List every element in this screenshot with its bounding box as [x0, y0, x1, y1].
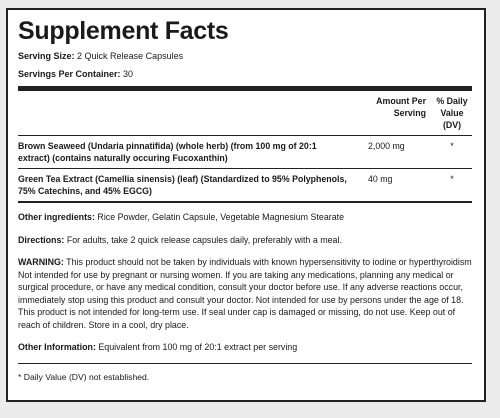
- warning: [18, 256, 472, 331]
- table-row: [18, 169, 472, 202]
- ingredient-dv: *: [432, 136, 472, 169]
- table-row: [18, 136, 472, 169]
- serving-size: [18, 50, 472, 62]
- servings-per-container-value: 30: [123, 69, 134, 79]
- other-information-label: Other Information:: [18, 342, 96, 352]
- table-bottom-divider: [18, 201, 472, 203]
- ingredient-amount: 2,000 mg: [368, 136, 432, 169]
- other-information-value: Equivalent from 100 mg of 20:1 extract per serving: [98, 342, 298, 352]
- ingredient-name: Green Tea Extract (Camellia sinensis) (leaf) (Standardized to 95% Polyphenols, 75% Catechins, and 45% EGCG): [18, 169, 368, 202]
- servings-per-container: [18, 68, 472, 80]
- supplement-facts-panel: [6, 8, 486, 402]
- other-information: [18, 341, 472, 354]
- serving-size-label: Serving Size:: [18, 51, 75, 61]
- serving-size-value: 2 Quick Release Capsules: [77, 51, 184, 61]
- other-ingredients-value: Rice Powder, Gelatin Capsule, Vegetable Magnesium Stearate: [97, 212, 345, 222]
- ingredient-name: Brown Seaweed (Undaria pinnatifida) (whole herb) (from 100 mg of 20:1 extract) (contains naturally occuring Fucoxanthin): [18, 136, 368, 169]
- directions: [18, 234, 472, 247]
- warning-label: WARNING:: [18, 257, 64, 267]
- amount-header: Amount Per Serving: [376, 96, 426, 118]
- facts-table: [18, 91, 472, 201]
- warning-value: This product should not be taken by individuals with known hypersensitivity to iodine or hyperthyroidism Not intended for use by pregnant or nursing women. If you are taking any medications, planning any medical or surgical procedure, or have any medical condition, consult your doctor before use. If any adverse reactions occur, immediately stop using this product and consult your doctor. Not intended for use by persons under the age of 18. This product is not intended for long-term use. If seal under cap is damaged or missing, do not use. Keep out of reach of children. Store in a cool, dry place.: [18, 257, 472, 330]
- table-header: [18, 91, 472, 136]
- footnote: * Daily Value (DV) not established.: [18, 371, 150, 382]
- panel-title: Supplement Facts: [18, 17, 229, 45]
- other-ingredients-label: Other ingredients:: [18, 212, 95, 222]
- directions-label: Directions:: [18, 234, 65, 245]
- ingredient-amount: 40 mg: [368, 169, 432, 202]
- ingredient-dv: *: [432, 169, 472, 202]
- directions-value: For adults, take 2 quick release capsules daily, preferably with a meal.: [66, 234, 342, 245]
- servings-per-container-label: Servings Per Container:: [18, 69, 121, 79]
- dv-header: % Daily Value (DV): [436, 96, 468, 130]
- other-ingredients: [18, 211, 472, 224]
- footnote-divider: [18, 363, 472, 364]
